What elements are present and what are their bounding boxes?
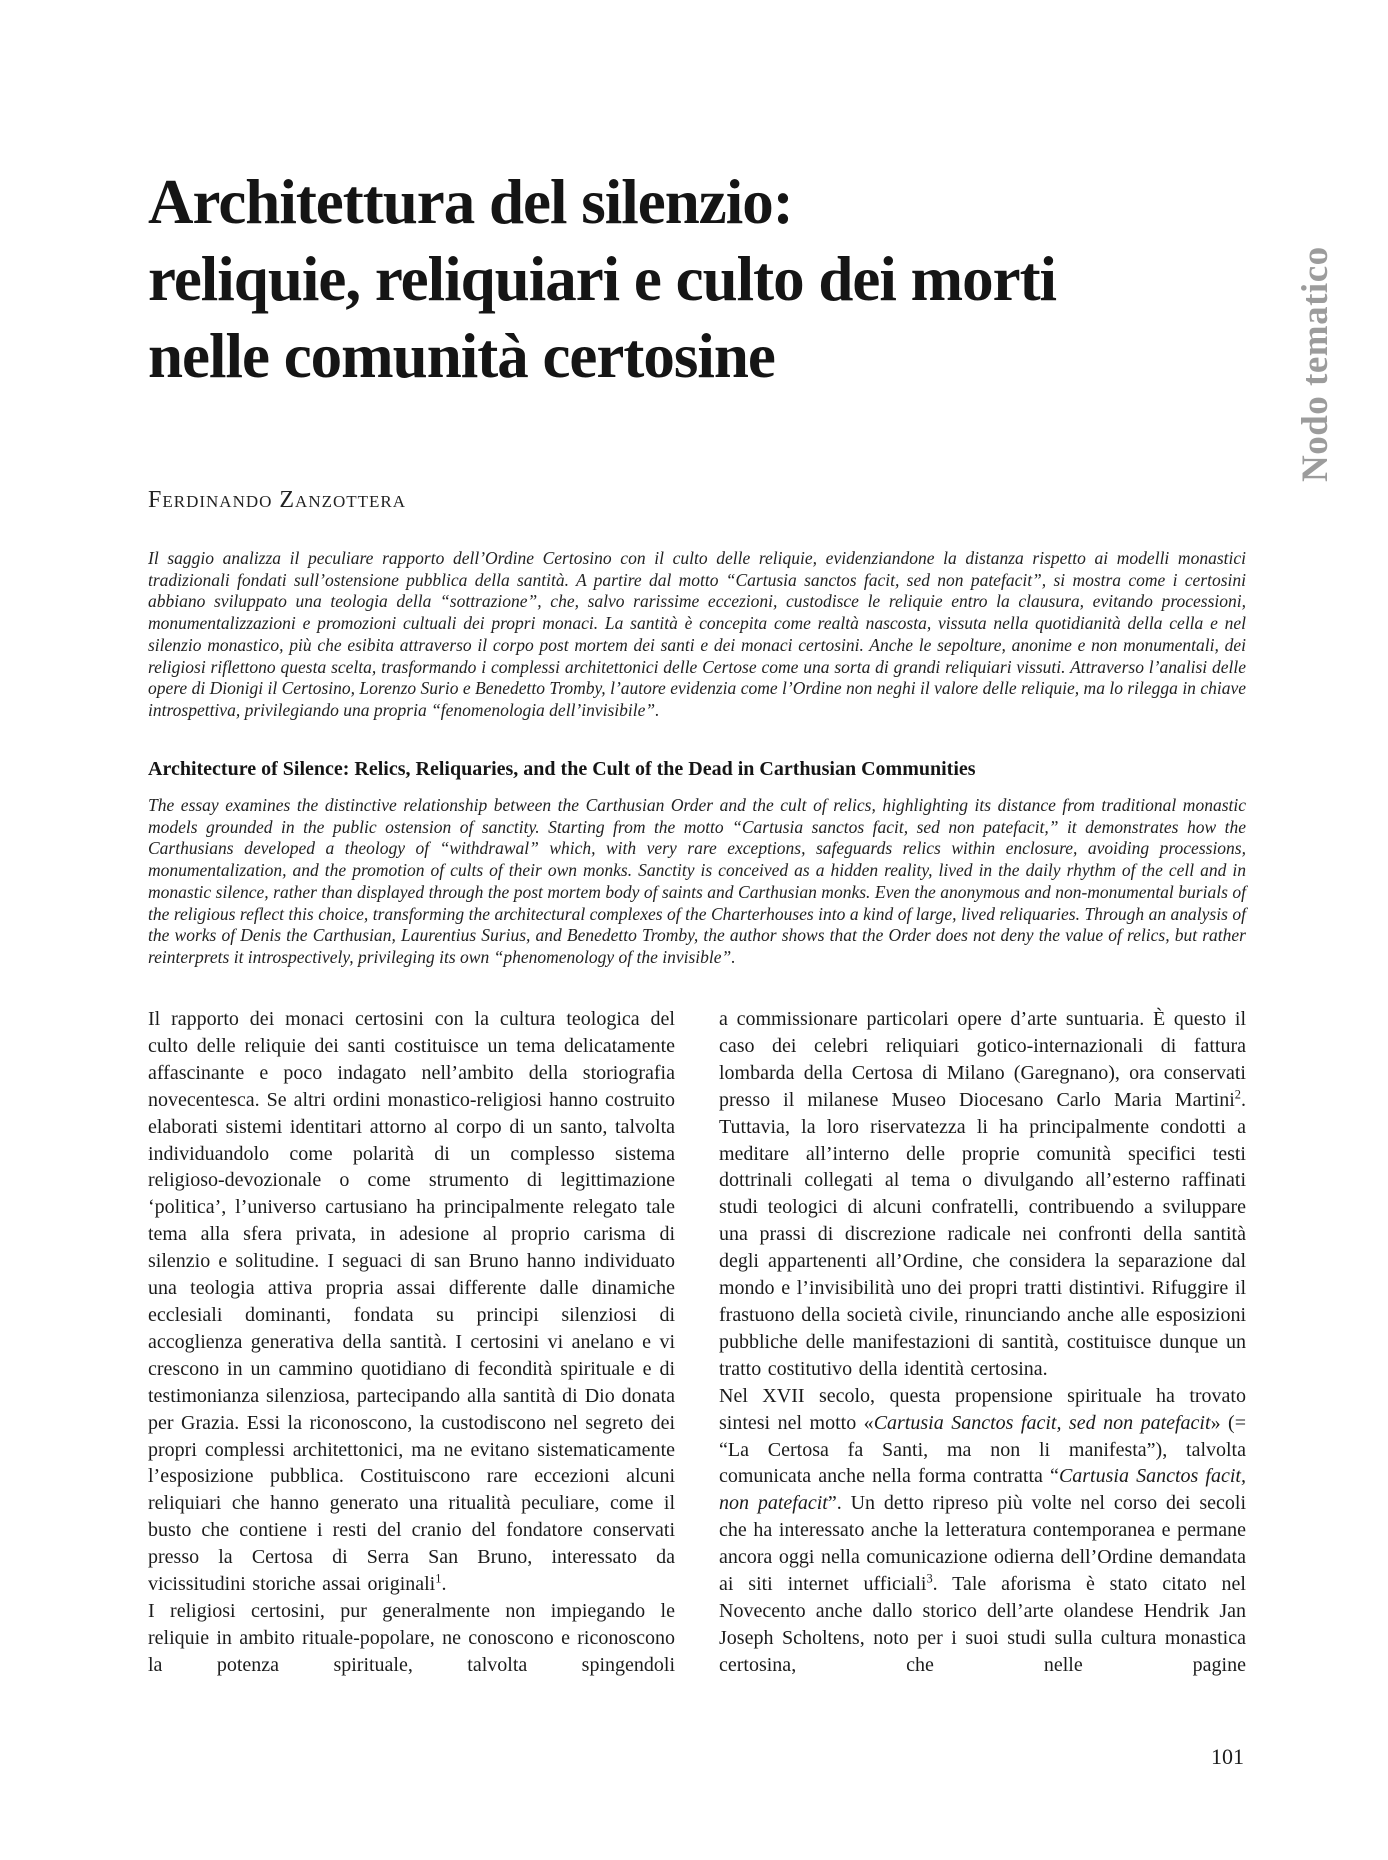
abstract-italian: Il saggio analizza il peculiare rapporto dell’Ordine Certosino con il culto delle reliquie, evidenziandone la distanza rispetto ai modelli monastici tradizionali fondati sull’ostensione pubblica della santità. A partire dal motto “Cartusia sanctos facit, sed non patefacit”, si mostra come i certosini abbiano sviluppato una teologia della “sottrazione”, che, salvo rarissime eccezioni, custodisce le reliquie entro la clausura, evitando processioni, monumentalizzazioni e promozioni cultuali dei propri monaci. La santità è concepita come realtà nascosta, vissuta nella quotidianità della cella e nel silenzio monastico, più che esibita attraverso il corpo post mortem dei santi e dei monaci certosini. Anche le sepolture, anonime e non monumentali, dei religiosi riflettono questa scelta, trasformando i complessi architettonici delle Certose come una sorta di grandi reliquiari vissuti. Attraverso l’analisi delle opere di Dionigi il Certosino, Lorenzo Surio e Benedetto Tromby, l’autore evidenzia come l’Ordine non neghi il valore delle reliquie, ma lo rilegga in chiave introspettiva, privilegiando una propria “fenomenologia dell’invisibile”. bbox=[148, 548, 1246, 720]
section-side-label: Nodo tematico bbox=[1295, 246, 1336, 482]
body-columns bbox=[148, 1006, 1246, 1679]
article-title bbox=[148, 164, 1248, 395]
body-paragraph: a commissionare particolari opere d’arte suntuaria. È questo il caso dei celebri reliquiari gotico-internazionali di fattura lombarda della Certosa di Milano (Garegnano), ora conservati presso il milanese Museo Diocesano Carlo Maria Martini$^2$. Tuttavia, la loro riservatezza li ha principalmente condotti a meditare all’interno delle proprie comunità specifici testi dottrinali collegati al tema o divulgando all’esterno raffinati studi teologici di alcuni confratelli, contribuendo a sviluppare una prassi di discrezione radicale nei confronti della santità degli appartenenti all’Ordine, che considera la separazione dal mondo e l’invisibilità uno dei propri tratti distintivi. Rifuggire il frastuono della società civile, rinunciando anche alle esposizioni pubbliche delle manifestazioni di santità, costituisce dunque un tratto costitutivo della identità certosina. bbox=[719, 1008, 1246, 1380]
page-number: 101 bbox=[1211, 1744, 1244, 1769]
title-line-3: nelle comunità certosine bbox=[148, 321, 775, 392]
title-line-2: reliquie, reliquiari e culto dei morti bbox=[148, 244, 1057, 315]
body-paragraph: Il rapporto dei monaci certosini con la cultura teologica del culto delle reliquie dei santi costituisce un tema delicatamente affascinante e poco indagato nell’ambito della storiografia novecentesca. Se altri ordini monastico-religiosi hanno costruito elaborati sistemi identitari attorno al corpo di un santo, talvolta individuandolo come polarità di un complesso sistema religioso-devozionale o come strumento di legittimazione ‘politica’, l’universo cartusiano ha principalmente relegato tale tema alla sfera privata, in adesione al proprio carisma di silenzio e solitudine. I seguaci di san Bruno hanno individuato una teologia attiva propria assai differente dalle dinamiche ecclesiali dominanti, fondata su principi silenziosi di accoglienza generativa della santità. I certosini vi anelano e vi crescono in un cammino quotidiano di fecondità spirituale e di testimonianza silenziosa, partecipando alla santità di Dio donata per Grazia. Essi la riconoscono, la custodiscono nel segreto dei propri complessi architettonici, ma ne evitano sistematicamente l’esposizione pubblica. Costituiscono rare eccezioni alcuni reliquiari che hanno generato una ritualità peculiare, come il busto che contiene i resti del cranio del fondatore conservati presso la Certosa di Serra San Bruno, interessato da vicissitudini storiche assai originali$^1$. bbox=[148, 1008, 675, 1596]
title-line-1: Architettura del silenzio: bbox=[148, 167, 793, 238]
english-heading: Architecture of Silence: Relics, Reliquaries, and the Cult of the Dead in Carthusian Communities bbox=[148, 758, 976, 780]
abstract-english: The essay examines the distinctive relationship between the Carthusian Order and the cult of relics, highlighting its distance from traditional monastic models grounded in the public ostension of sanctity. Starting from the motto “Cartusia sanctos facit, sed non patefacit,” it demonstrates how the Carthusians developed a theology of “withdrawal” which, with very rare exceptions, safeguards relics within enclosure, avoiding processions, monumentalization, and the promotion of cults of their own monks. Sanctity is conceived as a hidden reality, lived in the daily rhythm of the cell and in monastic silence, rather than displayed through the post mortem body of saints and Carthusian monks. Even the anonymous and non-monumental burials of the religious reflect this choice, transforming the architectural complexes of the Charterhouses into a kind of large, lived reliquaries. Through an analysis of the works of Denis the Carthusian, Laurentius Surius, and Benedetto Tromby, the author shows that the Order does not deny the value of relics, but rather reinterprets it introspectively, privileging its own “phenomenology of the invisible”. bbox=[148, 795, 1246, 967]
body-right-column bbox=[719, 1006, 1246, 1679]
body-paragraph: I religiosi certosini, pur generalmente non impiegando le reliquie in ambito rituale-popolare, ne conoscono e riconoscono la potenza spirituale, talvolta spingendoli bbox=[148, 1599, 675, 1676]
author-name: Ferdinando Zanzottera bbox=[148, 487, 407, 513]
body-left-column bbox=[148, 1006, 675, 1679]
body-paragraph: Nel XVII secolo, questa propensione spirituale ha trovato sintesi nel motto «Cartusia Sanctos facit, sed non patefacit» (= “La Certosa fa Santi, ma non li manifesta”), talvolta comunicata anche nella forma contratta “Cartusia Sanctos facit, non patefacit”. Un detto ripreso più volte nel corso dei secoli che ha interessato anche la letteratura contemporanea e permane ancora oggi nella comunicazione odierna dell’Ordine demandata ai siti internet ufficiali$^3$. Tale aforisma è stato citato nel Novecento anche dallo storico dell’arte olandese Hendrik Jan Joseph Scholtens, noto per i suoi studi sulla cultura monastica certosina, che nelle pagine bbox=[719, 1384, 1246, 1676]
